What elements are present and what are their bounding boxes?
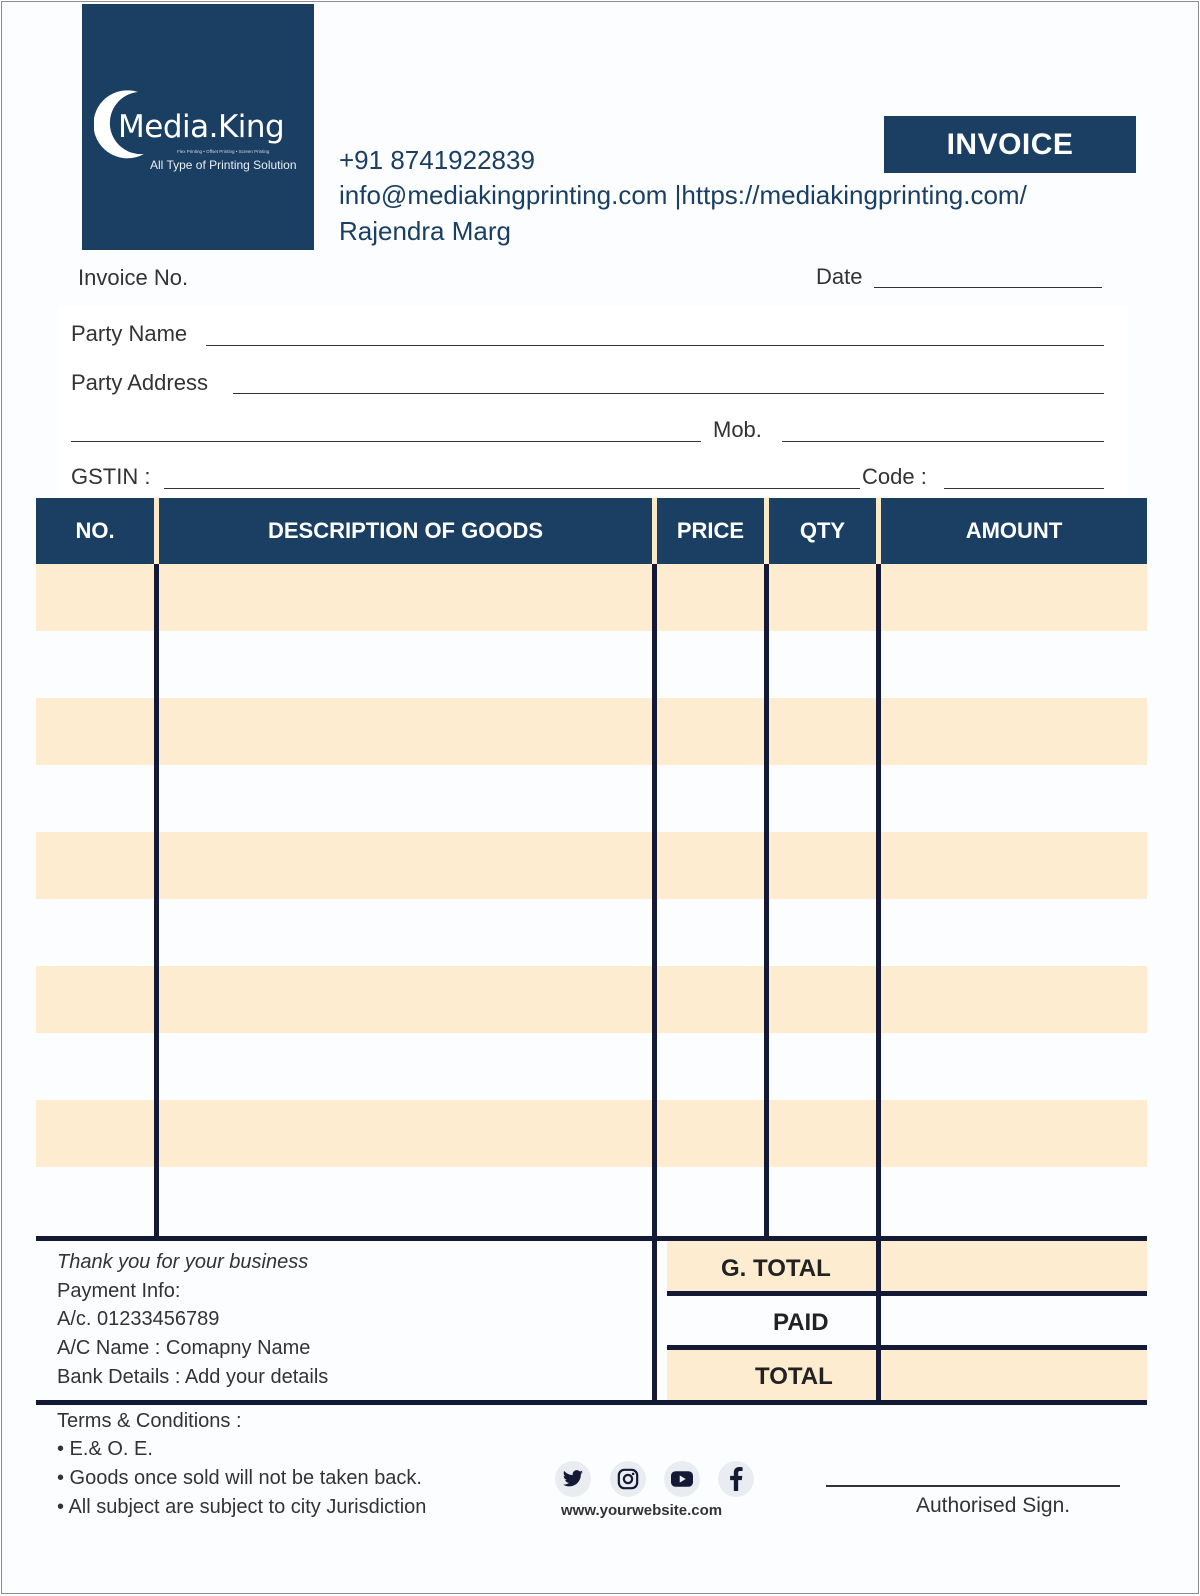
signature-line[interactable] [826,1485,1120,1487]
bank-details: Bank Details : Add your details [57,1366,329,1388]
logo-text: Media.King [118,109,285,145]
invoice-sheet [1,1,1199,1594]
code-label: Code : [862,464,927,489]
column-divider [764,564,769,1237]
address: Rajendra Marg [339,216,511,246]
total-label: TOTAL [755,1363,833,1390]
table-row[interactable] [36,765,1147,832]
grand-total-value[interactable] [881,1241,1147,1291]
table-row[interactable] [36,564,1147,631]
logo-services: Flex Printing • Offset Printing • Screen Printing [177,149,270,154]
code-field[interactable] [944,488,1104,489]
column-divider [154,564,159,1237]
header-divider [652,498,657,564]
column-header-qty: QTY [769,498,876,564]
date-field[interactable] [874,287,1102,288]
table-row[interactable] [36,1033,1147,1100]
facebook-icon[interactable] [718,1461,754,1497]
grand-total-label: G. TOTAL [721,1255,831,1282]
party-name-field[interactable] [206,345,1104,346]
party-address-label: Party Address [71,370,208,395]
column-header-no: NO. [36,498,154,564]
invoice-title: INVOICE [884,116,1136,173]
header-divider [876,498,881,564]
date-label: Date [816,264,863,289]
account-number: A/c. 01233456789 [57,1308,220,1330]
account-name: A/C Name : Comapny Name [57,1337,311,1359]
terms-item: • Goods once sold will not be taken back. [57,1467,422,1489]
total-value[interactable] [881,1350,1147,1400]
party-fields-area [58,306,1128,496]
party-address-line2-field[interactable] [71,441,701,442]
mob-field[interactable] [782,441,1104,442]
footer-border [36,1400,1147,1405]
website-link[interactable]: www.yourwebsite.com [561,1502,723,1519]
logo [82,4,314,250]
signature-label: Authorised Sign. [916,1494,1071,1517]
phone-number: +91 8741922839 [339,145,535,175]
logo-tagline: All Type of Printing Solution [150,158,297,172]
gstin-field[interactable] [164,488,860,489]
email-website: info@mediakingprinting.com |https://mediakingprinting.com/ [339,180,1027,210]
terms-item: • E.& O. E. [57,1438,153,1460]
header-divider [154,498,159,564]
column-header-description: DESCRIPTION OF GOODS [159,498,652,564]
column-header-amount: AMOUNT [881,498,1147,564]
party-name-label: Party Name [71,321,188,346]
terms-item: • All subject are subject to city Jurisdiction [57,1496,427,1518]
paid-value[interactable] [881,1296,1147,1345]
table-row[interactable] [36,698,1147,765]
header-divider [764,498,769,564]
table-row[interactable] [36,832,1147,899]
table-row[interactable] [36,899,1147,966]
thank-you-text: Thank you for your business [57,1251,309,1273]
column-divider [652,564,657,1404]
party-address-field[interactable] [233,393,1104,394]
invoice-no-label: Invoice No. [78,265,189,290]
gstin-label: GSTIN : [71,464,151,489]
terms-heading: Terms & Conditions : [57,1410,242,1432]
paid-label: PAID [773,1309,829,1336]
youtube-icon[interactable] [664,1461,700,1497]
table-row[interactable] [36,1167,1147,1237]
table-row[interactable] [36,1100,1147,1167]
twitter-icon[interactable] [555,1461,591,1497]
mob-label: Mob. [713,417,762,442]
instagram-icon[interactable] [610,1461,646,1497]
table-row[interactable] [36,966,1147,1033]
table-row[interactable] [36,631,1147,698]
column-header-price: PRICE [657,498,764,564]
payment-info-label: Payment Info: [57,1280,181,1302]
